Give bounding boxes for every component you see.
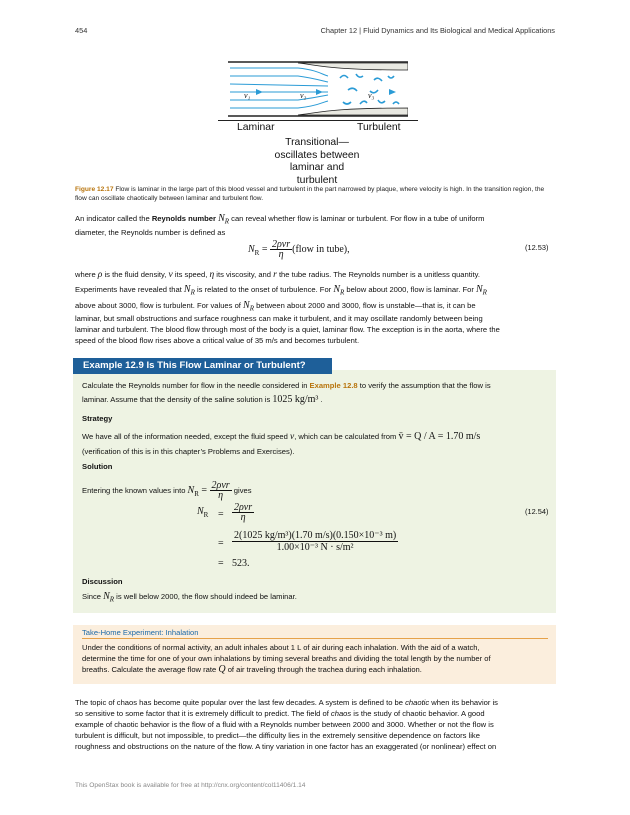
takehome-line-2: determine the time for one of your own inhalations by timing several breaths and dividing the total length by the number of (82, 654, 491, 663)
vessel-diagram (228, 58, 408, 120)
page-number: 454 (75, 26, 88, 35)
example-intro-1: Calculate the Reynolds number for flow in the needle considered in Example 12.8 to verify the assumption that the flow is (82, 381, 491, 390)
footer: This OpenStax book is available for free at http://cnx.org/content/col11406/1.14 (75, 782, 306, 789)
takehome-line-3: breaths. Calculate the average flow rate Q of air traveling through the trachea during each inhalation. (82, 664, 422, 675)
turbulence-para-l5: laminar and turbulent. The blood flow through most of the body is a quiet, laminar flow. The exception is in the aorta, where the (75, 325, 500, 334)
blood-vessel-figure (228, 58, 408, 120)
takehome-title: Take-Home Experiment: Inhalation (82, 628, 199, 637)
v2-label: v₂ (300, 91, 307, 100)
label-laminar: Laminar (237, 122, 275, 133)
turbulence-para-l6: speed of the blood flow rises above a critical value of 35 m/s and becomes turbulent. (75, 336, 360, 345)
label-transitional: Transitional— oscillates between laminar and turbulent (274, 137, 360, 186)
example-title: Example 12.9 Is This Flow Laminar or Turbulent? (73, 358, 332, 374)
turbulence-para-l4: laminar, but small obstructions and surface roughness can make it turbulent, and it may oscillate randomly between being (75, 314, 483, 323)
label-turbulent: Turbulent (357, 122, 401, 133)
reynolds-intro: An indicator called the Reynolds number $N_R$ can reveal whether flow is laminar or turbulent. For flow in a tube of uniform (75, 213, 485, 226)
chaos-line-3: example of chaotic behavior is the flow of a fluid with a Reynolds number between 2000 and 3000. Whether or not the flow is (75, 720, 494, 729)
takehome-divider (82, 638, 548, 639)
solution-heading: Solution (82, 462, 113, 471)
v3-label: v₃ (368, 91, 375, 100)
example-intro-2: laminar. Assume that the density of the saline solution is 1025 kg/m³ . (82, 394, 323, 405)
reynolds-intro-2: diameter, the Reynolds number is defined as (75, 228, 226, 237)
figure-caption: Figure 12.17 Flow is laminar in the large part of this blood vessel and turbulent in the part narrowed by plaque, where velocity is high. In the transition region, the flow can oscillate chaotically between laminar and turbulent flow. (75, 186, 545, 202)
equation-number-12-53: (12.53) (525, 243, 549, 252)
chaos-line-4: turbulent is difficult, but not impossible, to predict—the difficulty lies in the extremely sensitive dependence on factors like (75, 731, 480, 740)
equation-number-12-54: (12.54) (525, 507, 549, 516)
turbulence-threshold: above about 3000, flow is turbulent. For values of $N_R$ between about 2000 and 3000, flow is unstable—that is, it can be (75, 300, 476, 313)
strategy-text-1: We have all of the information needed, except the fluid speed v, which can be calculated from v̄ = Q / A = 1.70 m/s (82, 431, 481, 442)
equals-sign-3: = (218, 558, 224, 569)
example-12-8-link[interactable]: Example 12.8 (309, 381, 358, 390)
equals-sign-2: = (218, 538, 224, 549)
takehome-line-1: Under the conditions of normal activity, an adult inhales about 1 L of air during each inhalation. With the aid of a watch, (82, 643, 480, 652)
discussion-heading: Discussion (82, 577, 123, 586)
v1-label: v₁ (244, 91, 251, 100)
equation-12-53: $N_R$ = $\frac{\text{2ρvr}}{\eta}$ (flow in tube), (248, 239, 350, 260)
equation-12-54-result: 523. (232, 558, 250, 569)
equation-12-54-step1: $\frac{\text{2ρvr}}{\eta}$ (234, 502, 253, 523)
equation-12-54-step2: $\frac{\text{2(1025 kg/m³)(1.70 m/s)(0.150×10⁻³ m)}}{\text{1.00×10⁻³ N · s/m²}}$ (234, 530, 397, 553)
variable-definitions: where ρ is the fluid density, v its speed, η its viscosity, and r the tube radius. The Reynolds number is a unitless quantity. (75, 270, 481, 280)
turbulence-onset: Experiments have revealed that $N_R$ is related to the onset of turbulence. For $N_R$ below about 2000, flow is laminar. For $N_R$ (75, 284, 487, 297)
chaos-line-2: so sensitive to some factor that it is extremely difficult to predict. The field of chaos is the study of chaotic behavior. A good (75, 709, 485, 718)
solution-text: Entering the known values into $N_R$ = $\frac{\text{2ρvr}}{\eta}$ gives (82, 480, 252, 501)
equals-sign-1: = (218, 509, 224, 520)
chapter-header: Chapter 12 | Fluid Dynamics and Its Biological and Medical Applications (320, 26, 555, 35)
chaos-line-1: The topic of chaos has become quite popular over the last few decades. A system is defined to be chaotic when its behavior is (75, 698, 498, 707)
chaos-line-5: roughness and obstructions on the nature of the flow. A tiny variation in one factor has an exaggerated (or nonlinear) effect on (75, 742, 497, 751)
equation-12-54-lhs: $N_R$ (197, 506, 209, 519)
strategy-text-2: (verification of this is in this chapter’s Problems and Exercises). (82, 447, 295, 456)
discussion-text: Since $N_R$ is well below 2000, the flow should indeed be laminar. (82, 591, 297, 604)
strategy-heading: Strategy (82, 414, 113, 423)
figure-baseline (218, 120, 418, 121)
